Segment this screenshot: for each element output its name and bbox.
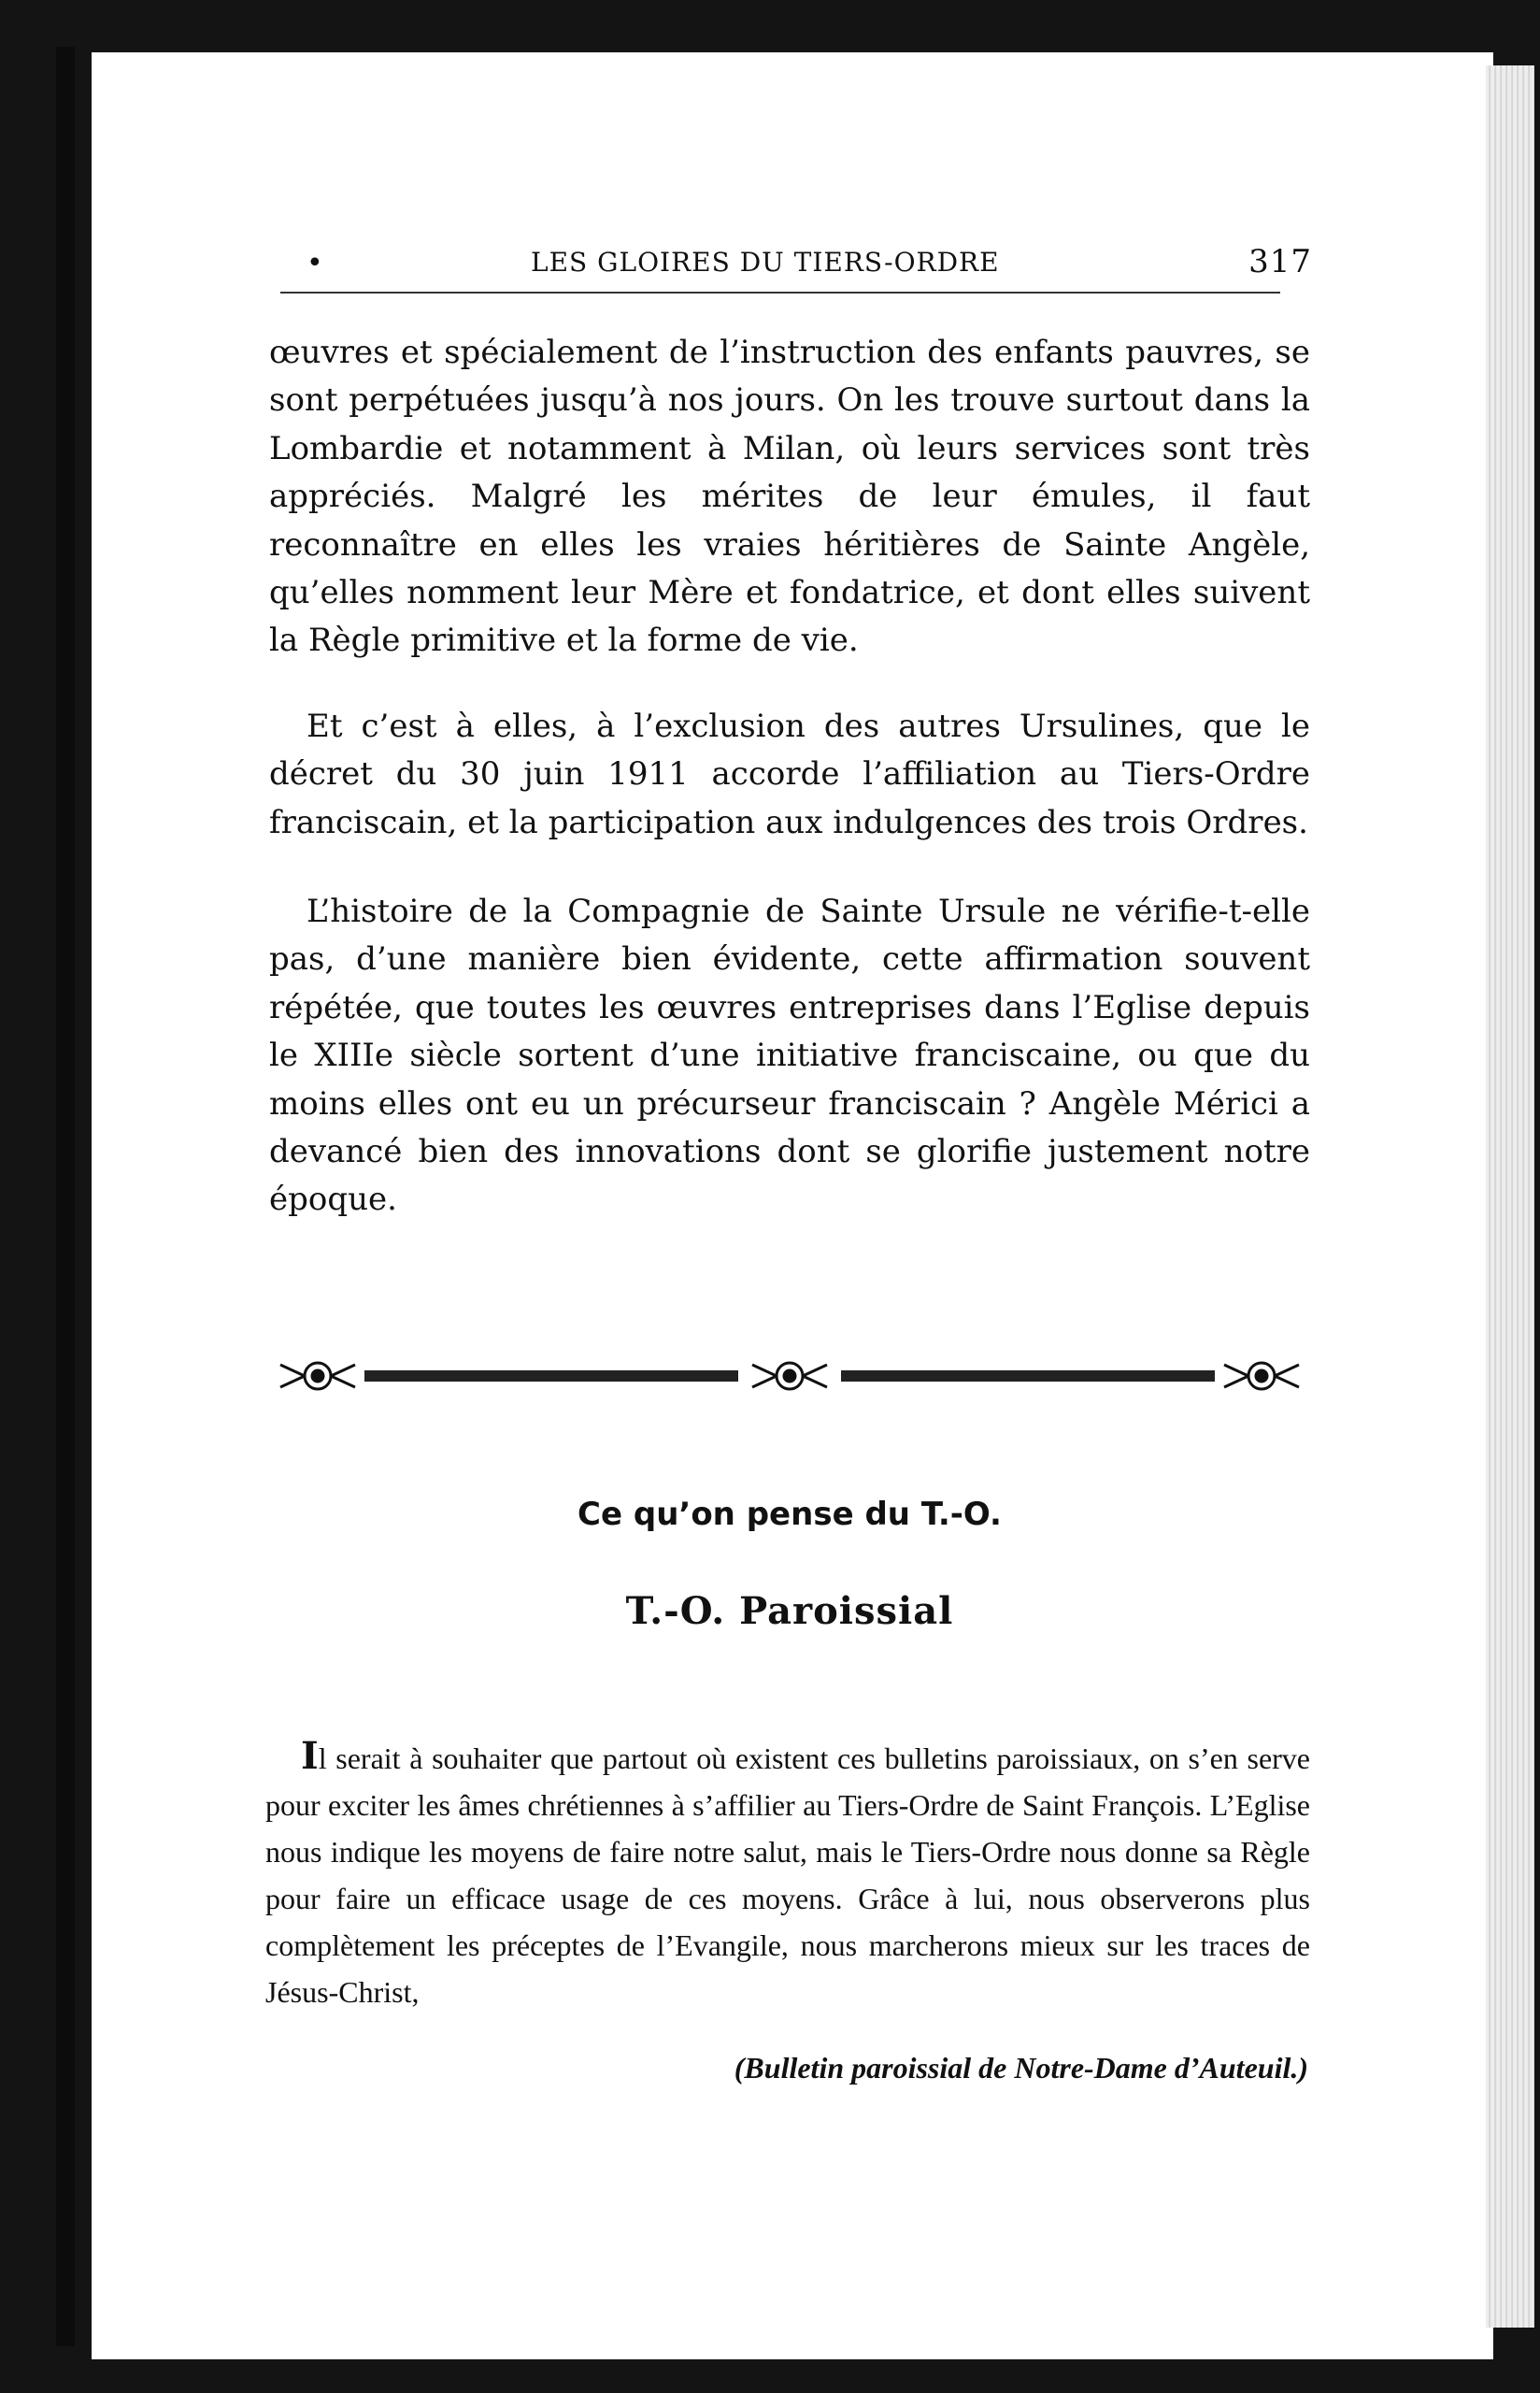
running-head-title: LES GLOIRES DU TIERS-ORDRE (531, 247, 1000, 278)
flower-ornament-icon (752, 1363, 827, 1389)
quote-paragraph (265, 1733, 1310, 2015)
section-title: Ce qu’on pense du T.-O. (578, 1496, 1002, 1533)
running-head (194, 232, 1312, 292)
body-paragraph: L’histoire de la Compagnie de Sainte Ursule ne vérifie-t-elle pas, d’une manière bien évidente, cette affirmation souvent répétée, que toutes les œuvres entreprises dans l’Eglise depuis le XIIIe siècle sortent d’une initiative franciscaine, ou que du moins elles ont eu un précurseur franciscain ? Angèle Mérici a devancé bien des innovations dont se glorifie justement notre époque. (269, 893, 1310, 1219)
running-head-mark: • (307, 247, 324, 279)
flower-ornament-icon (1224, 1363, 1299, 1389)
page-number: 317 (1248, 243, 1312, 280)
page-edges (1486, 65, 1534, 2328)
flower-ornament-icon (280, 1363, 355, 1389)
quote-source: (Bulletin paroissial de Notre-Dame d’Auteuil.) (734, 2051, 1308, 2085)
ornament-bar (841, 1370, 1215, 1382)
book-spine (56, 47, 75, 2346)
ornament-bar (364, 1370, 738, 1382)
section-subtitle: T.-O. Paroissial (625, 1589, 954, 1633)
decorative-ornament-divider (271, 1348, 1308, 1404)
quote-text: l serait à souhaiter que partout où existent ces bulletins paroissiaux, on s’en serve pour exciter les âmes chrétiennes à s’affilier au Tiers-Ordre de Saint François. L’Eglise nous indique les moyens de faire notre salut, mais le Tiers-Ordre nous donne sa Règle pour faire un efficace usage de ces moyens. Grâce à lui, nous observerons plus complètement les préceptes de l’Evangile, nous marcherons mieux sur les traces de Jésus-Christ, (265, 1741, 1310, 2009)
body-paragraph: œuvres et spécialement de l’instruction des enfants pauvres, se sont perpétuées jusqu’à nos jours. On les trouve surtout dans la Lombardie et notamment à Milan, où leurs services sont très appréciés. Malgré les mérites de leur émules, il faut reconnaître en elles les vraies héritières de Sainte Angèle, qu’elles nomment leur Mère et fondatrice, et dont elles suivent la Règle primitive et la forme de vie. (269, 334, 1310, 660)
body-paragraph: Et c’est à elles, à l’exclusion des autres Ursulines, que le décret du 30 juin 1911 accorde l’affiliation au Tiers-Ordre franciscain, et la participation aux indulgences des trois Ordres. (269, 708, 1310, 841)
header-rule (280, 292, 1280, 294)
drop-cap: I (301, 1734, 319, 1778)
